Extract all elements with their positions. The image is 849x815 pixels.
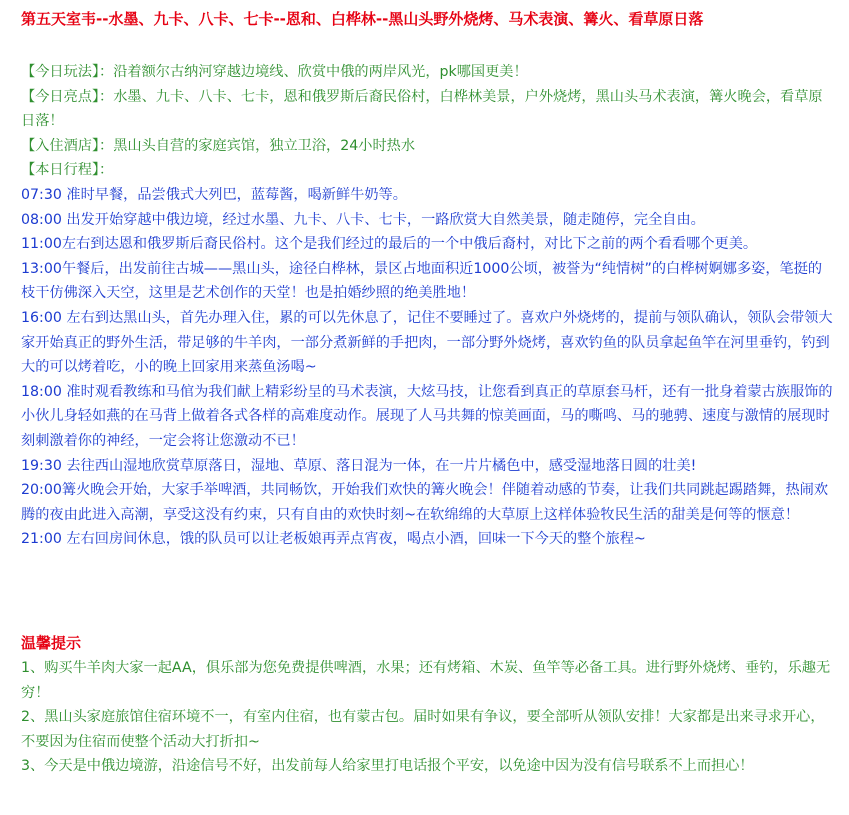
tips-heading: 温馨提示 — [21, 634, 82, 652]
today-highlights: 【今日亮点】：水墨、九卡、八卡、七卡，恩和俄罗斯后裔民俗村，白桦林美景，户外烧烤，黑山头马术表演，篝火晚会，看草原日落！ — [21, 88, 823, 130]
tip-item: 3、今天是中俄边境游，沿途信号不好，出发前每人给家里打电话报个平安，以免途中因为没有信号联系不上而担心！ — [21, 758, 754, 775]
schedule-item: 08:00 出发开始穿越中俄边境，经过水墨、九卡、八卡、七卡，一路欣赏大自然美景，随走随停，完全自由。 — [21, 211, 705, 228]
day-title: 第五天室韦--水墨、九卡、八卡、七卡--恩和、白桦林--黑山头野外烧烤、马术表演、篝火、看草原日落 — [21, 10, 704, 28]
schedule-item: 11:00左右到达恩和俄罗斯后裔民俗村。这个是我们经过的最后的一个中俄后裔村，对比下之前的两个看看哪个更美。 — [21, 236, 758, 253]
schedule-section — [21, 183, 835, 552]
today-play: 【今日玩法】：沿着额尔古纳河穿越边境线、欣赏中俄的两岸风光，pk哪国更美！ — [21, 64, 528, 80]
schedule-item: 19:30 去往西山湿地欣赏草原落日，湿地、草原、落日混为一体，在一片片橘色中，感受湿地落日圆的壮美! — [21, 457, 697, 474]
tip-item: 2、黑山头家庭旅馆住宿环境不一，有室内住宿，也有蒙古包。届时如果有争议，要全部听从领队安排！大家都是出来寻求开心，不要因为住宿而使整个活动大打折扣~ — [21, 709, 825, 750]
schedule-item: 18:00 准时观看教练和马倌为我们献上精彩纷呈的马术表演，大炫马技，让您看到真正的草原套马杆，还有一批身着蒙古族服饰的小伙儿身轻如燕的在马背上做着各式各样的高难度动作。展现了人马共舞的惊美画面，马的嘶鸣、马的驰骋、速度与激情的展现时刻刺激着你的神经，一定会将让您激动不已！ — [21, 383, 833, 449]
schedule-item: 20:00篝火晚会开始，大家手举啤酒，共同畅饮，开始我们欢快的篝火晚会！伴随着动感的节奏，让我们共同跳起踢踏舞，热闹欢腾的夜由此进入高潮，享受这没有约束，只有自由的欢快时刻~在软绵绵的大草原上这样体验牧民生活的甜美是何等的惬意！ — [21, 482, 829, 523]
tips-section — [21, 656, 835, 779]
tip-item: 1、购买牛羊肉大家一起AA，俱乐部为您免费提供啤酒，水果；还有烤箱、木炭、鱼竿等必备工具。进行野外烧烤、垂钓，乐趣无穷！ — [21, 660, 831, 701]
schedule-item: 16:00 左右到达黑山头，首先办理入住，累的可以先休息了，记住不要睡过了。喜欢户外烧烤的，提前与领队确认，领队会带领大家开始真正的野外生活，带足够的牛羊肉，一部分煮新鲜的手把肉，一部分野外烧烤，喜欢钓鱼的队员拿起鱼竿在河里垂钓，钓到大的可以烤着吃，小的晚上回家用来蒸鱼汤喝~ — [21, 309, 833, 376]
itinerary-label: 【本日行程】： — [21, 162, 114, 179]
schedule-item: 13:00午餐后，出发前往古城——黑山头，途径白桦林，景区占地面积近1000公顷，被誉为“纯情树”的白桦树婀娜多姿，笔挺的枝干仿佛深入天空，这里是艺术创作的天堂！也是拍婚纱照的绝美胜地！ — [21, 260, 823, 302]
overview-section — [21, 60, 835, 183]
hotel-info: 【入住酒店】：黑山头自营的家庭宾馆，独立卫浴，24小时热水 — [21, 137, 416, 154]
schedule-item: 21:00 左右回房间休息，饿的队员可以让老板娘再弄点宵夜，喝点小酒，回味一下今天的整个旅程~ — [21, 531, 646, 548]
schedule-item: 07:30 准时早餐，品尝俄式大列巴，蓝莓酱，喝新鲜牛奶等。 — [21, 187, 407, 203]
